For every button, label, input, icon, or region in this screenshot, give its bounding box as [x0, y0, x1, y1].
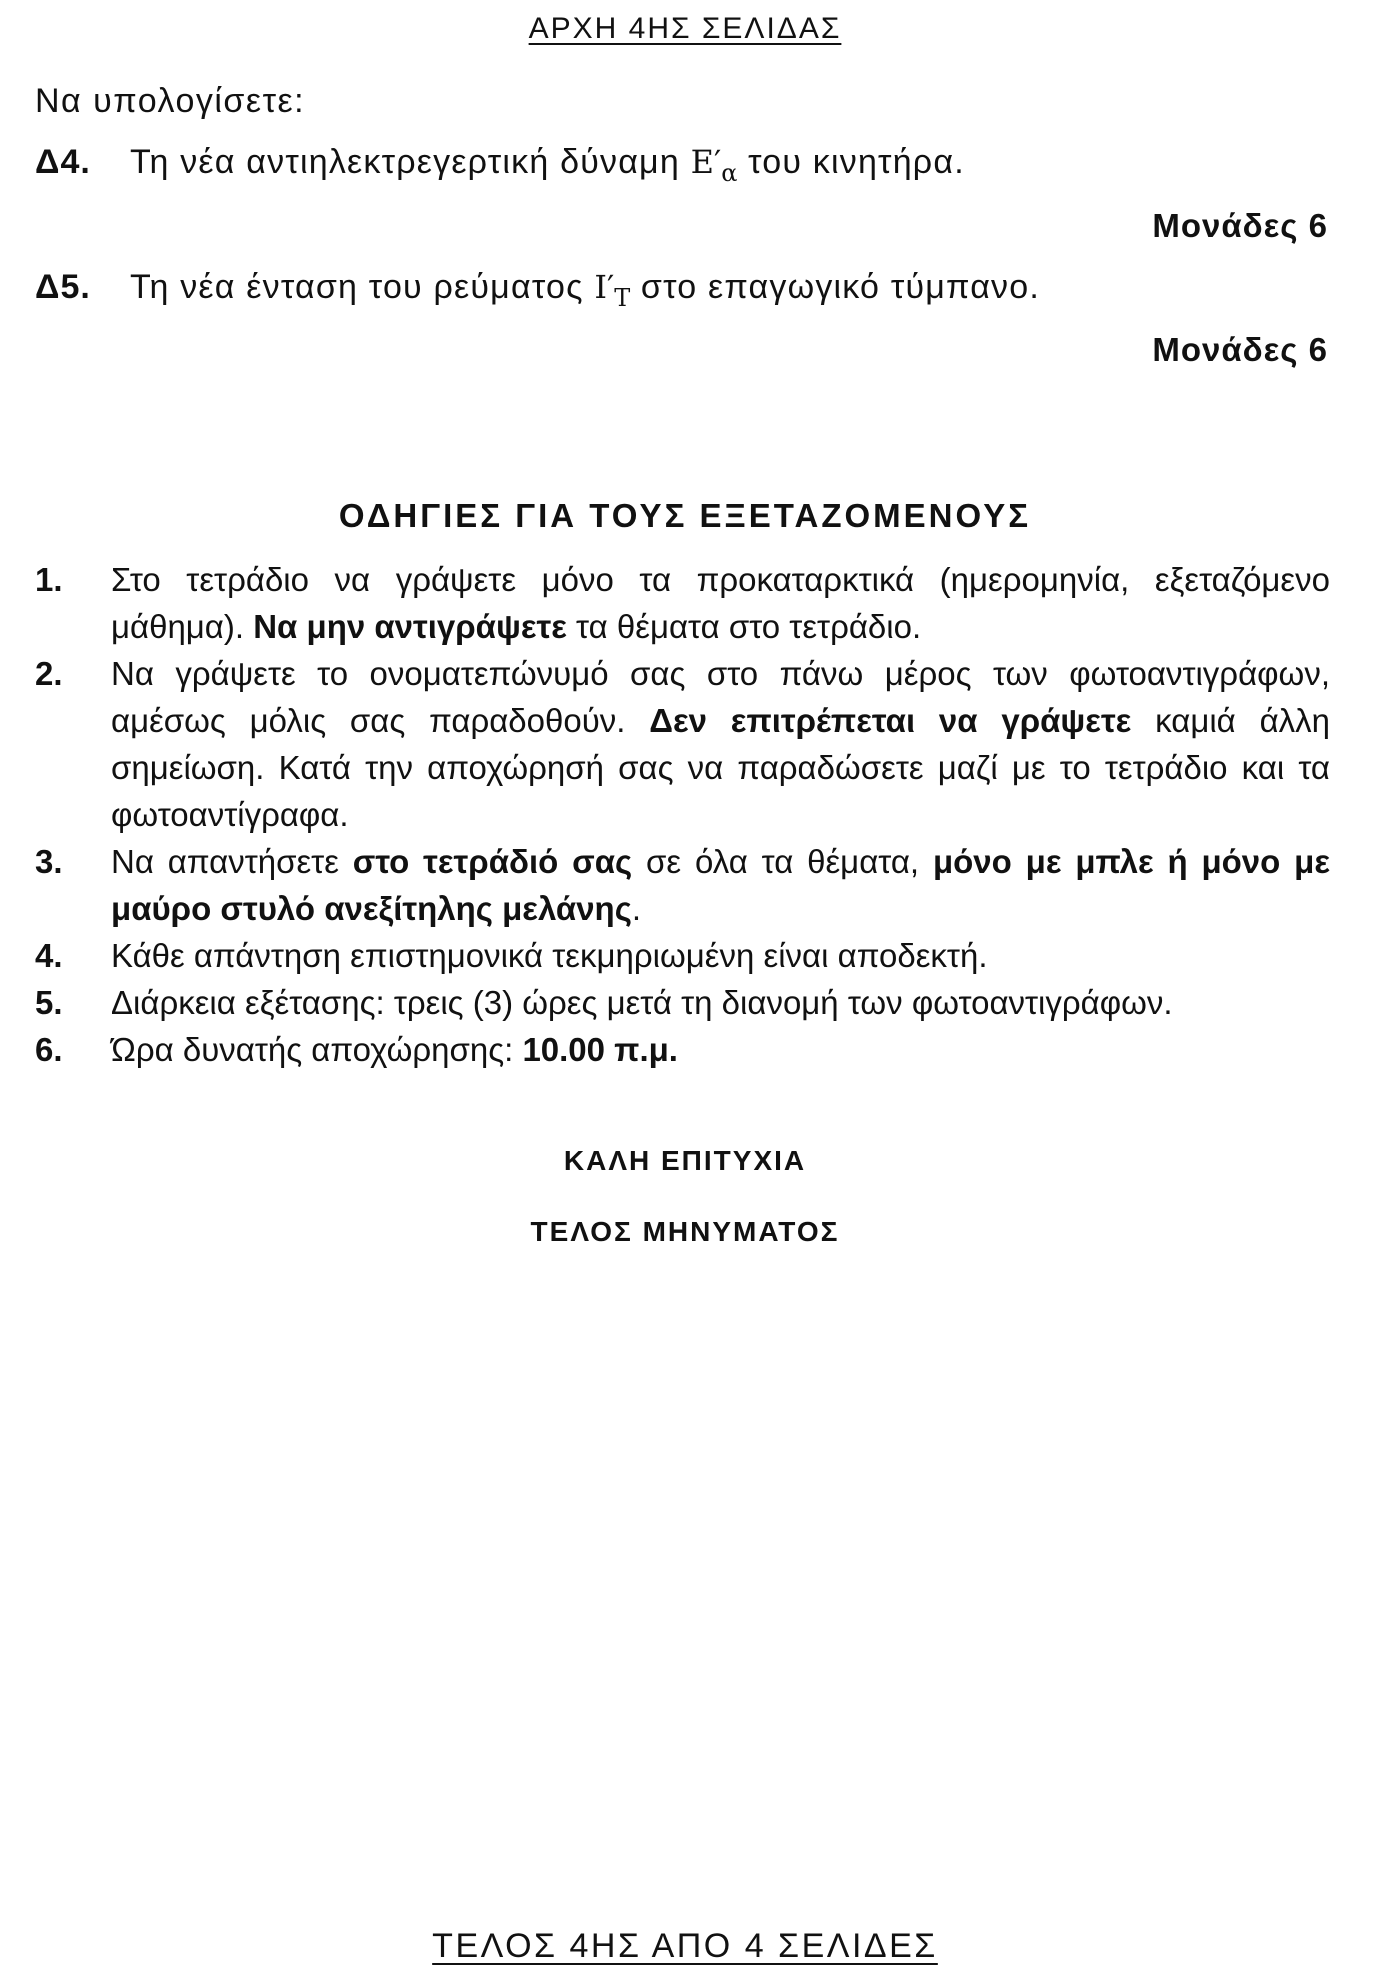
- question-number: Δ5.: [35, 268, 91, 306]
- page-header-text: ΑΡΧΗ 4ΗΣ ΣΕΛΙΔΑΣ: [528, 12, 842, 45]
- item-text: Κάθε απάντηση επιστημονικά τεκμηριωμένη είναι αποδεκτή.: [111, 937, 988, 974]
- item-number: 2.: [35, 655, 63, 692]
- page-header: [0, 12, 1370, 46]
- good-luck: ΚΑΛΗ ΕΠΙΤΥΧΙΑ: [563, 1145, 807, 1176]
- question-text-end: του κινητήρα.: [737, 143, 965, 181]
- instruction-item: [35, 650, 1330, 838]
- end-of-message: ΤΕΛΟΣ ΜΗΝΥΜΑΤΟΣ: [530, 1216, 840, 1247]
- instruction-item: [35, 979, 1330, 1026]
- instructions-title: ΟΔΗΓΙΕΣ ΓΙΑ ΤΟΥΣ ΕΞΕΤΑΖΟΜΕΝΟΥΣ: [338, 497, 1032, 534]
- instruction-item: [35, 932, 1330, 979]
- emf-symbol: $E'_\alpha$: [690, 143, 738, 187]
- question-number: Δ4.: [35, 143, 91, 181]
- item-text: Στο τετράδιο να γράψετε μόνο τα προκαταρκτικά (ημερομηνία, εξεταζόμενο μάθημα). Να μην αντιγράψετε τα θέματα στο τετράδιο.: [111, 561, 1330, 645]
- page-footer-text: ΤΕΛΟΣ 4ΗΣ ΑΠΟ 4 ΣΕΛΙΔΕΣ: [432, 1927, 938, 1965]
- question-d4: [35, 143, 965, 187]
- item-number: 4.: [35, 937, 63, 974]
- item-text: Διάρκεια εξέτασης: τρεις (3) ώρες μετά τη διανομή των φωτοαντιγράφων.: [111, 984, 1173, 1021]
- marks-d5: Μονάδες 6: [1152, 331, 1328, 368]
- item-text: Να γράψετε το ονοματεπώνυμό σας στο πάνω μέρος των φωτοαντιγράφων, αμέσως μόλις σας παραδοθούν. Δεν επιτρέπεται να γράψετε καμιά άλλη σημείωση. Κατά την αποχώρησή σας να παραδώσετε μαζί με το τετράδιο και τα φωτοαντίγραφα.: [111, 655, 1331, 833]
- question-text-end: στο επαγωγικό τύμπανο.: [630, 268, 1041, 306]
- question-d5: [35, 268, 1040, 312]
- page-footer: [0, 1927, 1370, 1966]
- instruction-item: [35, 838, 1330, 932]
- instruction-item: [35, 556, 1330, 650]
- current-symbol: $I'_T$: [594, 268, 631, 312]
- instruction-item: [35, 1026, 1330, 1073]
- item-number: 6.: [35, 1031, 63, 1068]
- item-text: Να απαντήσετε στο τετράδιό σας σε όλα τα θέματα, μόνο με μπλε ή μόνο με μαύρο στυλό ανεξίτηλης μελάνης.: [111, 843, 1331, 927]
- question-text: Τη νέα ένταση του ρεύματος: [130, 268, 595, 306]
- item-number: 1.: [35, 561, 63, 598]
- item-text: Ώρα δυνατής αποχώρησης: 10.00 π.μ.: [111, 1031, 678, 1068]
- item-number: 3.: [35, 843, 63, 880]
- question-text: Τη νέα αντιηλεκτρεγερτική δύναμη: [130, 143, 691, 181]
- item-number: 5.: [35, 984, 63, 1021]
- intro-text: Να υπολογίσετε:: [35, 82, 306, 120]
- instructions-list: [35, 556, 1330, 1073]
- marks-d4: Μονάδες 6: [1152, 207, 1328, 244]
